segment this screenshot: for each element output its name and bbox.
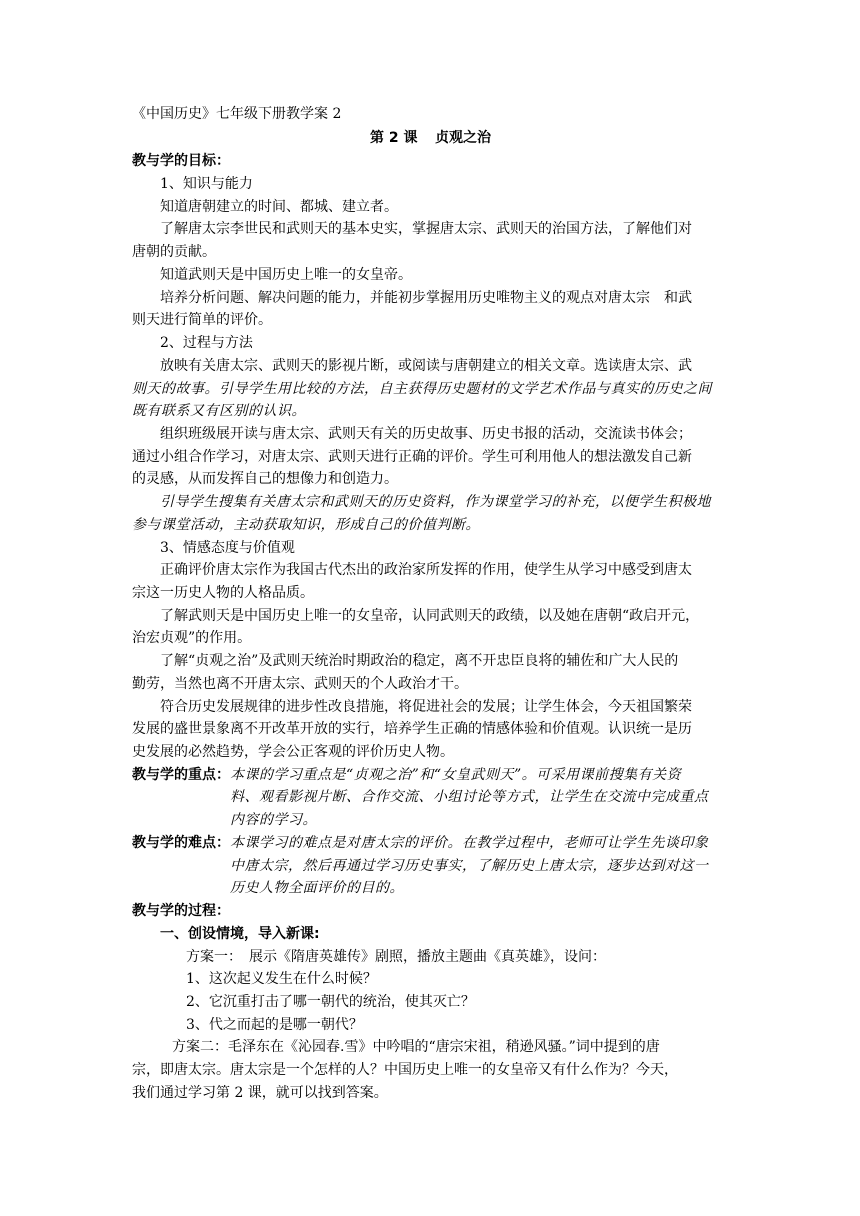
goal1-paragraph: 了解唐太宗李世民和武则天的基本史实，掌握唐太宗、武则天的治国方法，了解他们对 <box>160 221 692 237</box>
plan1-question: 3、代之而起的是哪一朝代？ <box>186 1017 363 1033</box>
goal1-paragraph: 唐朝的贡献。 <box>132 244 216 260</box>
plan1-question: 2、它沉重打击了哪一朝代的统治，使其灭亡？ <box>186 994 475 1010</box>
goal1-paragraph: 知道武则天是中国历史上唯一的女皇帝。 <box>160 267 412 283</box>
difficulties-heading: 教与学的难点： <box>132 835 230 851</box>
goal2-paragraph: 通过小组合作学习，对唐太宗、武则天进行正确的评价。学生可利用他人的想法激发自己新 <box>132 449 692 465</box>
goal3-paragraph: 治宏贞观”的作用。 <box>132 630 252 646</box>
goal1-heading: 1、知识与能力 <box>160 176 253 192</box>
process-heading: 教与学的过程： <box>132 903 230 919</box>
key-points-heading: 教与学的重点： <box>132 767 230 783</box>
goal3-paragraph: 了解“贞观之治”及武则天统治时期政治的稳定，离不开忠臣良将的辅佐和广大人民的 <box>160 653 679 669</box>
plan2-text: 宗，即唐太宗。唐太宗是一个怎样的人？中国历史上唯一的女皇帝又有什么作为？今天， <box>132 1062 678 1078</box>
lesson-number: 第 2 课 <box>370 130 418 146</box>
difficulties-text: 中唐太宗，然后再通过学习历史事实，了解历史上唐太宗，逐步达到对这一 <box>230 858 709 874</box>
plan2-text: 方案二：毛泽东在《沁园春.雪》中吟唱的“唐宗宋祖，稍逊风骚。”词中提到的唐 <box>172 1039 660 1055</box>
difficulties-text: 本课学习的难点是对唐太宗的评价。在教学过程中，老师可让学生先谈印象 <box>230 835 709 851</box>
goal3-paragraph: 宗这一历史人物的人格品质。 <box>132 585 314 601</box>
goal2-paragraph: 引导学生搜集有关唐太宗和武则天的历史资料，作为课堂学习的补充，以便学生积极地 <box>160 494 711 510</box>
goal2-paragraph: 则天的故事。引导学生用比较的方法，自主获得历史题材的文学艺术作品与真实的历史之间 <box>132 381 712 397</box>
key-points-text: 料、观看影视片断、合作交流、小组讨论等方式，让学生在交流中完成重点 <box>230 789 709 805</box>
goal1-paragraph: 知道唐朝建立的时间、都城、建立者。 <box>160 199 398 215</box>
lesson-title: 贞观之治 <box>435 130 491 146</box>
goal3-paragraph: 符合历史发展规律的进步性改良措施，将促进社会的发展；让学生体会，今天祖国繁荣 <box>160 699 692 715</box>
goal2-paragraph: 的灵感，从而发挥自己的想像力和创造力。 <box>132 471 398 487</box>
doc-header: 《中国历史》七年级下册教学案 2 <box>132 106 342 122</box>
goal3-heading: 3、情感态度与价值观 <box>160 540 295 556</box>
difficulties-text: 历史人物全面评价的目的。 <box>230 880 404 896</box>
plan1-question: 1、这次起义发生在什么时候？ <box>186 971 377 987</box>
goal3-paragraph: 发展的盛世景象离不开改革开放的实行，培养学生正确的情感体验和价值观。认识统一是历 <box>132 721 692 737</box>
goal3-paragraph: 勤劳，当然也离不开唐太宗、武则天的个人政治才干。 <box>132 676 468 692</box>
goal2-paragraph: 既有联系又有区别的认识。 <box>132 403 306 419</box>
goal3-paragraph: 正确评价唐太宗作为我国古代杰出的政治家所发挥的作用，使学生从学习中感受到唐太 <box>160 562 692 578</box>
goal2-heading: 2、过程与方法 <box>160 335 253 351</box>
goal2-paragraph: 组织班级展开读与唐太宗、武则天有关的历史故事、历史书报的活动，交流读书体会； <box>160 426 692 442</box>
step1-heading: 一、创设情境，导入新课: <box>160 926 320 942</box>
goal3-paragraph: 了解武则天是中国历史上唯一的女皇帝，认同武则天的政绩，以及她在唐朝“政启开元， <box>160 608 700 624</box>
goal2-paragraph: 放映有关唐太宗、武则天的影视片断，或阅读与唐朝建立的相关文章。选读唐太宗、武 <box>160 358 692 374</box>
plan2-text: 我们通过学习第 2 课，就可以找到答案。 <box>132 1085 388 1101</box>
key-points-text: 内容的学习。 <box>230 812 317 828</box>
plan1-text: 方案一： 展示《隋唐英雄传》剧照，播放主题曲《真英雄》，设问： <box>186 949 606 965</box>
goal3-paragraph: 史发展的必然趋势，学会公正客观的评价历史人物。 <box>132 744 454 760</box>
goal1-paragraph: 则天进行简单的评价。 <box>132 312 272 328</box>
goal2-paragraph: 参与课堂活动，主动获取知识，形成自己的价值判断。 <box>132 517 480 533</box>
key-points-text: 本课的学习重点是“贞观之治”和“女皇武则天”。可采用课前搜集有关资 <box>230 767 682 783</box>
goals-heading: 教与学的目标： <box>132 153 230 169</box>
goal1-paragraph: 培养分析问题、解决问题的能力，并能初步掌握用历史唯物主义的观点对唐太宗 和武 <box>160 290 692 306</box>
